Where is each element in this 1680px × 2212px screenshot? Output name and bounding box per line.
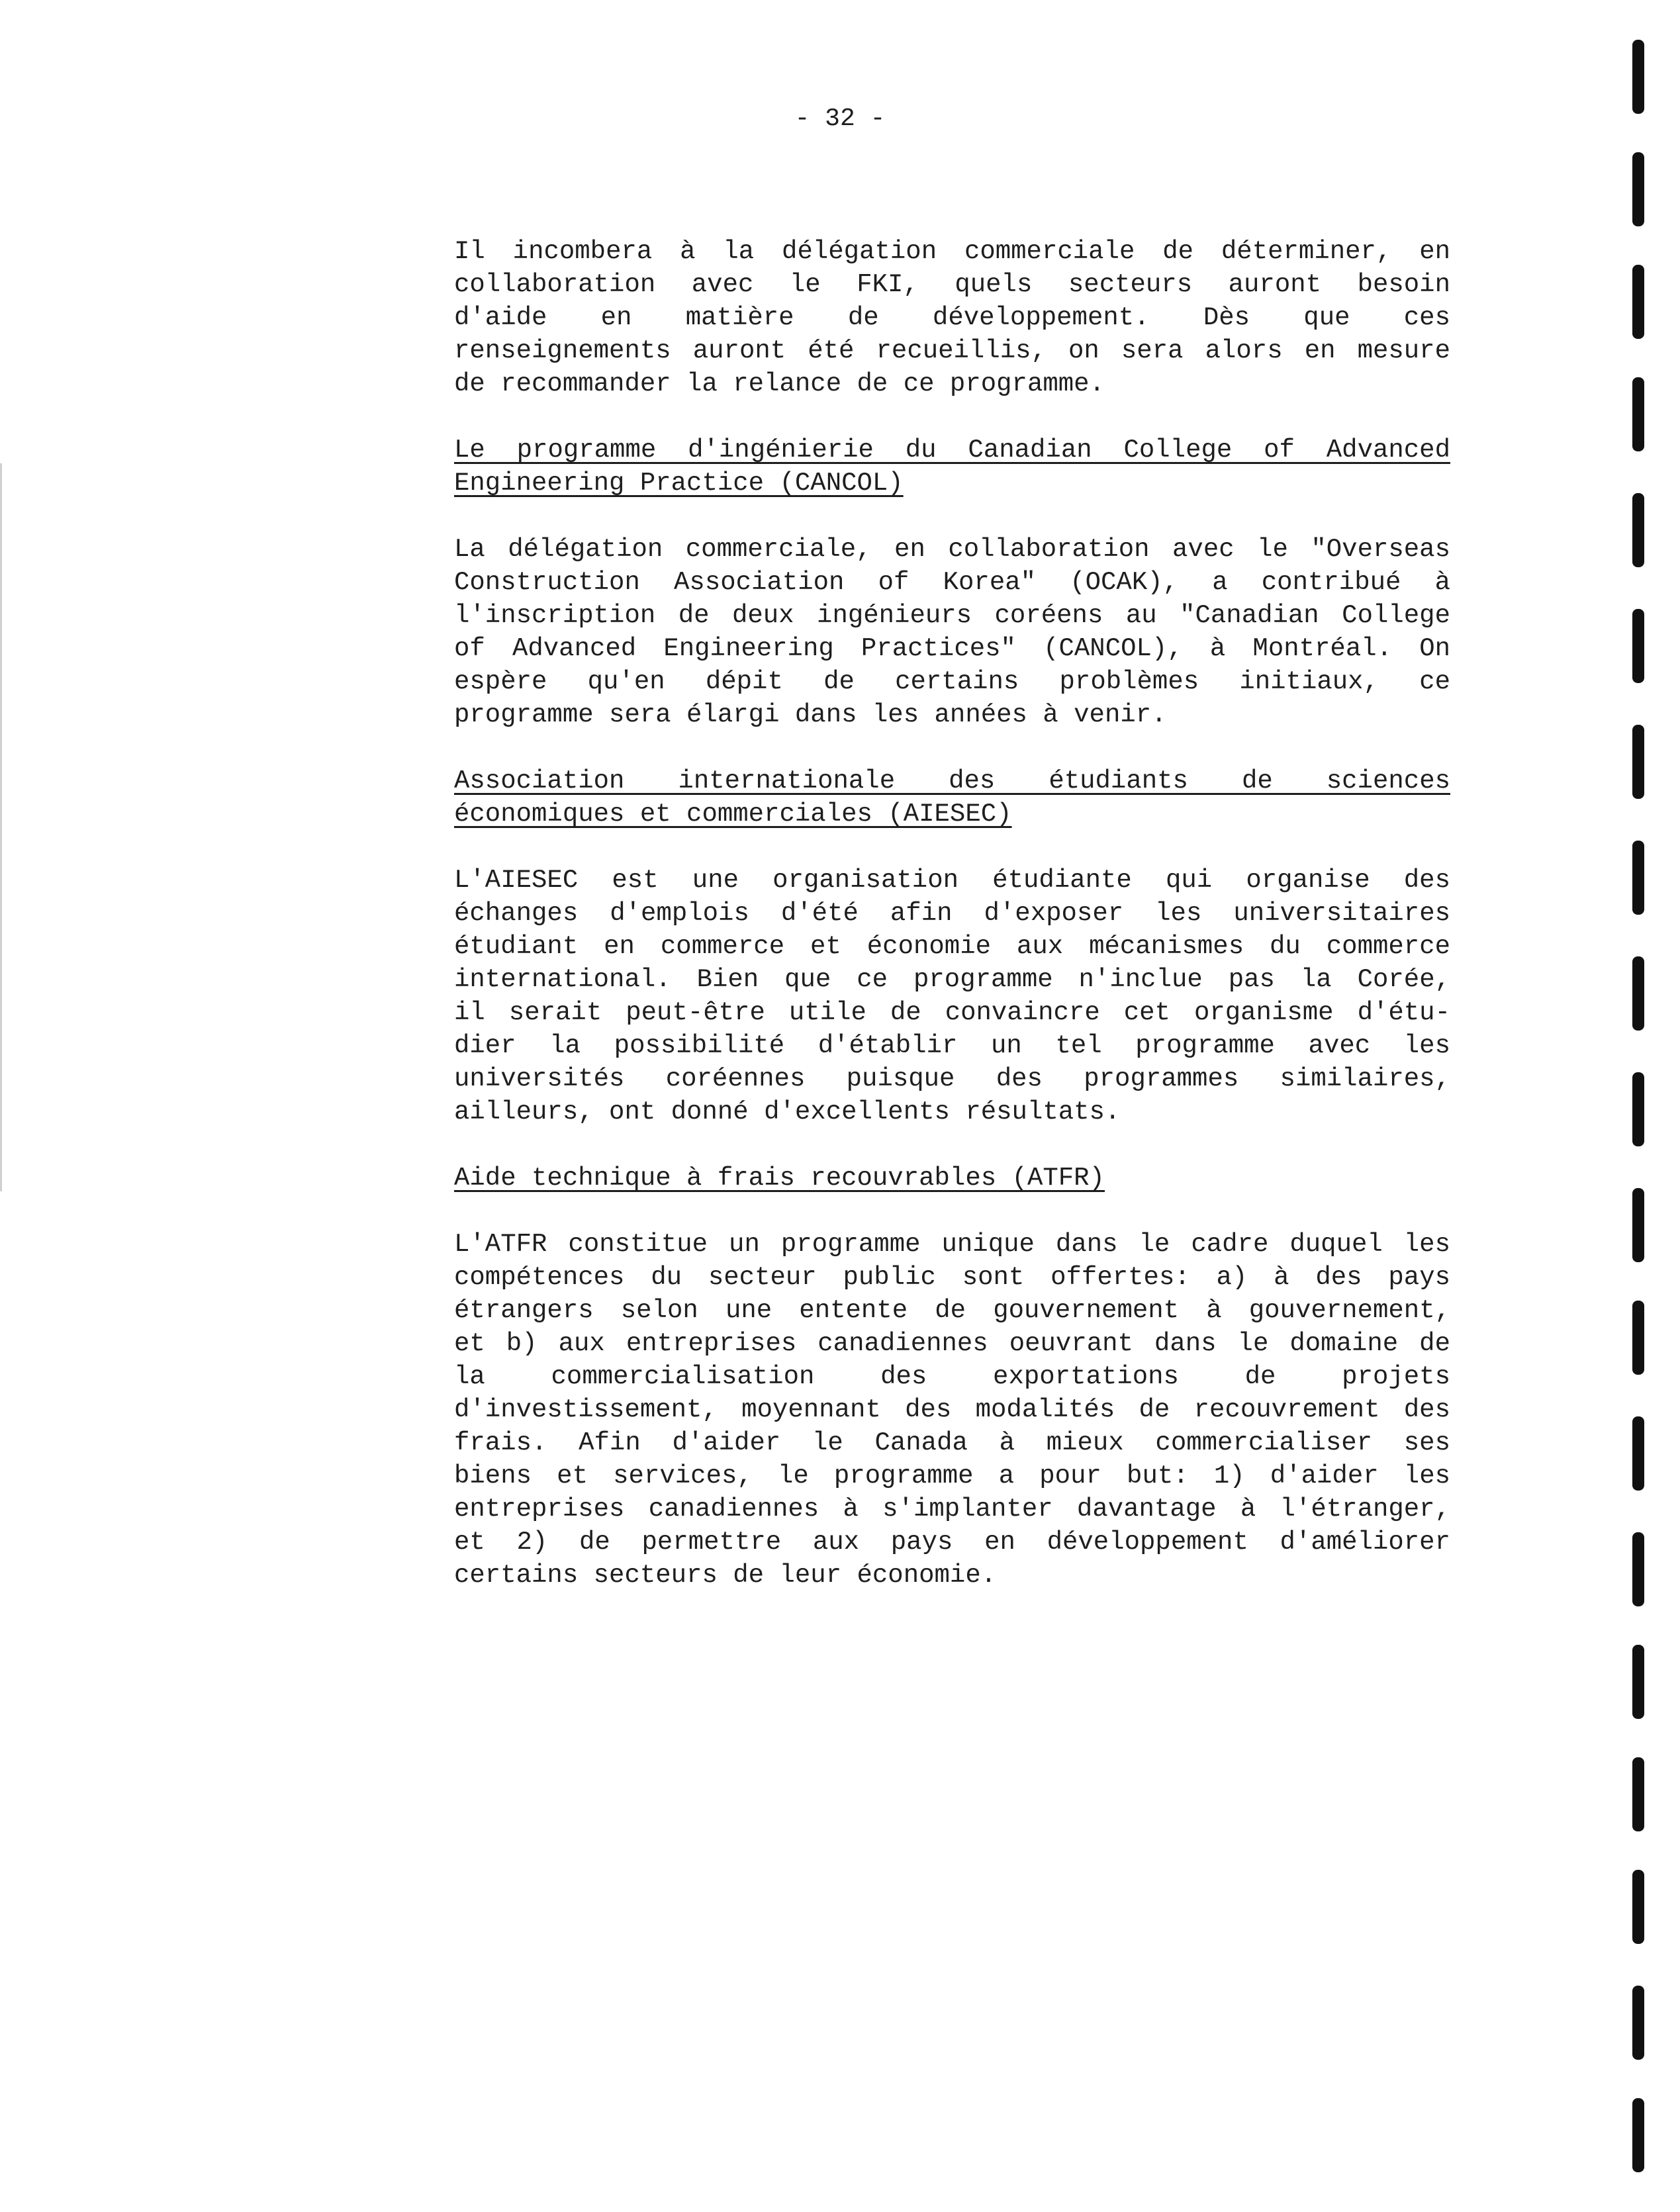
text-line: l'inscription de deux ingénieurs coréens au "Canadian College bbox=[454, 601, 1450, 630]
text-line: frais. Afin d'aider le Canada à mieux commercialiser ses bbox=[454, 1428, 1450, 1457]
binding-hole-mark bbox=[1632, 1757, 1644, 1831]
heading-line: Association internationale des étudiants de sciences bbox=[454, 766, 1450, 796]
paragraph-atfr bbox=[454, 1228, 1450, 1592]
binding-hole-mark bbox=[1632, 1188, 1644, 1262]
text-line: La délégation commerciale, en collaboration avec le "Overseas bbox=[454, 535, 1450, 564]
binding-hole-mark bbox=[1632, 152, 1644, 226]
text-line: Construction Association of Korea" (OCAK), a contribué à bbox=[454, 568, 1450, 597]
text-line: espère qu'en dépit de certains problèmes initiaux, ce bbox=[454, 667, 1450, 696]
binding-hole-mark bbox=[1632, 1301, 1644, 1375]
page-number: - 32 - bbox=[794, 105, 886, 133]
binding-hole-mark bbox=[1632, 2098, 1644, 2172]
text-line: étrangers selon une entente de gouvernement à gouvernement, bbox=[454, 1296, 1450, 1325]
heading-cancol bbox=[454, 434, 1450, 500]
text-line: compétences du secteur public sont offertes: a) à des pays bbox=[454, 1263, 1450, 1292]
text-line: programme sera élargi dans les années à venir. bbox=[454, 700, 1167, 729]
text-line: universités coréennes puisque des programmes similaires, bbox=[454, 1064, 1450, 1093]
text-line: échanges d'emplois d'été afin d'exposer les universitaires bbox=[454, 899, 1450, 928]
text-line: étudiant en commerce et économie aux mécanismes du commerce bbox=[454, 932, 1450, 961]
text-line: dier la possibilité d'établir un tel programme avec les bbox=[454, 1031, 1450, 1060]
heading-line: économiques et commerciales (AIESEC) bbox=[454, 800, 1012, 829]
binding-hole-mark bbox=[1632, 40, 1644, 114]
document-body bbox=[454, 235, 1450, 1625]
binding-hole-mark bbox=[1632, 841, 1644, 915]
paragraph-fki bbox=[454, 235, 1450, 400]
text-line: il serait peut-être utile de convaincre cet organisme d'étu- bbox=[454, 998, 1450, 1027]
heading-line: Engineering Practice (CANCOL) bbox=[454, 469, 904, 498]
binding-hole-mark bbox=[1632, 1416, 1644, 1491]
text-line: d'investissement, moyennant des modalités de recouvrement des bbox=[454, 1395, 1450, 1424]
text-line: entreprises canadiennes à s'implanter davantage à l'étranger, bbox=[454, 1495, 1450, 1524]
paragraph-cancol bbox=[454, 533, 1450, 731]
text-line: of Advanced Engineering Practices" (CANCOL), à Montréal. On bbox=[454, 634, 1450, 663]
binding-hole-mark bbox=[1632, 493, 1644, 567]
binding-hole-mark bbox=[1632, 725, 1644, 799]
heading-line: Le programme d'ingénierie du Canadian College of Advanced bbox=[454, 436, 1450, 465]
text-line: et b) aux entreprises canadiennes oeuvrant dans le domaine de bbox=[454, 1329, 1450, 1358]
text-line: L'ATFR constitue un programme unique dans le cadre duquel les bbox=[454, 1230, 1450, 1259]
text-line: Il incombera à la délégation commerciale de déterminer, en bbox=[454, 237, 1450, 266]
binding-hole-mark bbox=[1632, 1986, 1644, 2060]
heading-line: Aide technique à frais recouvrables (ATFR) bbox=[454, 1164, 1105, 1193]
text-line: collaboration avec le FKI, quels secteurs auront besoin bbox=[454, 270, 1450, 299]
binding-hole-mark bbox=[1632, 1870, 1644, 1944]
binding-hole-mark bbox=[1632, 377, 1644, 451]
binding-hole-mark bbox=[1632, 1072, 1644, 1146]
text-line: et 2) de permettre aux pays en développement d'améliorer bbox=[454, 1528, 1450, 1557]
scan-edge-line bbox=[0, 463, 2, 1191]
binding-hole-mark bbox=[1632, 265, 1644, 339]
binding-hole-mark bbox=[1632, 956, 1644, 1031]
text-line: d'aide en matière de développement. Dès que ces bbox=[454, 303, 1450, 332]
text-line: la commercialisation des exportations de projets bbox=[454, 1362, 1450, 1391]
binding-hole-mark bbox=[1632, 1532, 1644, 1606]
text-line: ailleurs, ont donné d'excellents résultats. bbox=[454, 1097, 1121, 1127]
binding-hole-mark bbox=[1632, 1645, 1644, 1719]
text-line: L'AIESEC est une organisation étudiante qui organise des bbox=[454, 866, 1450, 895]
text-line: certains secteurs de leur économie. bbox=[454, 1561, 997, 1590]
text-line: de recommander la relance de ce programme. bbox=[454, 369, 1105, 398]
text-line: renseignements auront été recueillis, on sera alors en mesure bbox=[454, 336, 1450, 365]
binding-hole-mark bbox=[1632, 609, 1644, 683]
text-line: international. Bien que ce programme n'inclue pas la Corée, bbox=[454, 965, 1450, 994]
paragraph-aiesec bbox=[454, 864, 1450, 1129]
text-line: biens et services, le programme a pour but: 1) d'aider les bbox=[454, 1461, 1450, 1491]
heading-atfr bbox=[454, 1162, 1450, 1195]
heading-aiesec bbox=[454, 764, 1450, 831]
